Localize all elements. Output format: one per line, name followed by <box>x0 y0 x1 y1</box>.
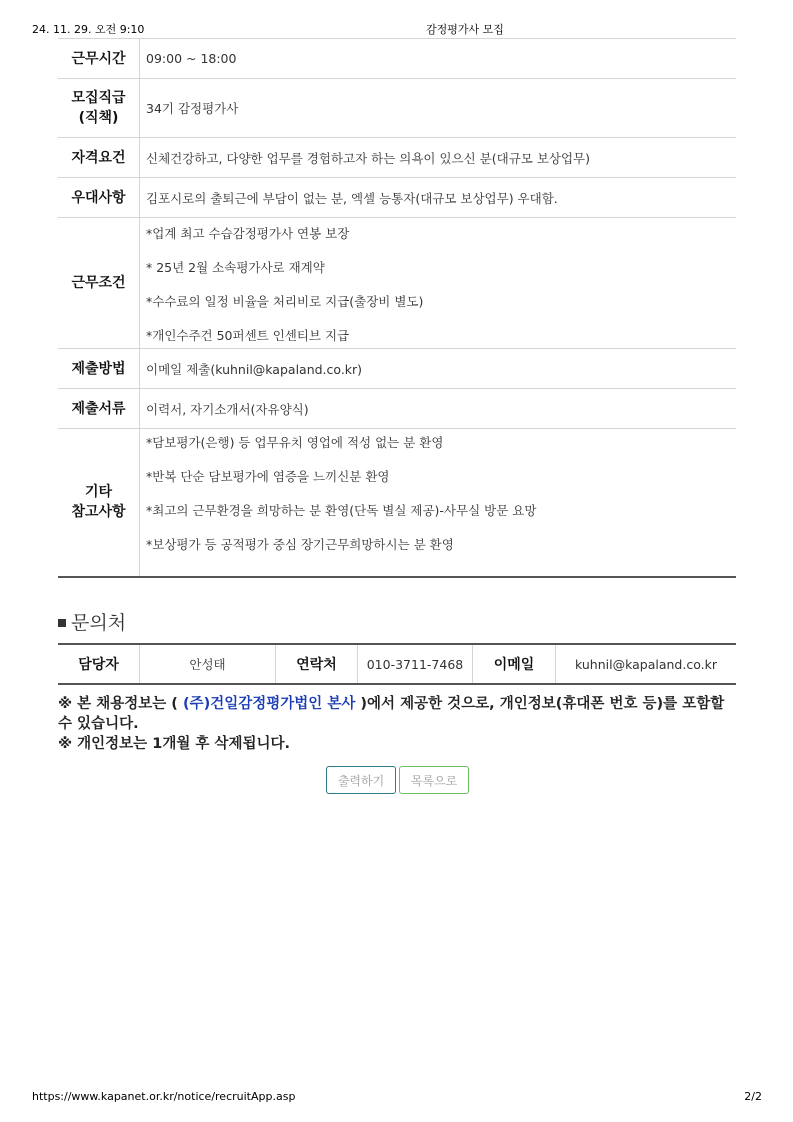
work-condition-line: *업계 최고 수습감정평가사 연봉 보장 <box>146 226 350 241</box>
work-condition-line: * 25년 2월 소속평가사로 재계약 <box>146 260 325 275</box>
value-qualifications: 신체건강하고, 다양한 업무를 경험하고자 하는 의욕이 있으신 분(대규모 보상업무) <box>140 138 737 178</box>
work-condition-line: *개인수주건 50퍼센트 인센티브 지급 <box>146 328 350 343</box>
notice-prefix: ※ 본 채용정보는 ( <box>58 696 183 712</box>
contact-email-value: kuhnil@kapaland.co.kr <box>556 644 737 684</box>
label-work-conditions: 근무조건 <box>58 218 140 349</box>
other-note-line: *보상평가 등 공적평가 중심 장기근무희망하시는 분 환영 <box>146 537 454 552</box>
label-position-line2: (직책) <box>78 110 119 126</box>
label-other-notes-line1: 기타 <box>84 484 113 501</box>
print-button[interactable]: 출력하기 <box>326 766 396 794</box>
label-other-notes-line2: 참고사항 <box>71 504 126 521</box>
back-to-list-button[interactable]: 목록으로 <box>399 766 469 794</box>
row-qualifications <box>58 138 736 178</box>
label-qualifications: 자격요건 <box>58 138 140 178</box>
label-work-hours: 근무시간 <box>58 39 140 79</box>
label-submission-method: 제출방법 <box>58 349 140 389</box>
row-work-hours <box>58 39 736 79</box>
label-preferences: 우대사항 <box>58 178 140 218</box>
contact-table <box>58 643 736 685</box>
value-documents: 이력서, 자기소개서(자유양식) <box>140 389 737 429</box>
contact-heading-text: 문의처 <box>71 612 127 634</box>
value-work-conditions <box>140 218 737 349</box>
other-note-line: *반복 단순 담보평가에 염증을 느끼신분 환영 <box>146 469 390 484</box>
row-work-conditions <box>58 218 736 349</box>
row-documents <box>58 389 736 429</box>
label-documents: 제출서류 <box>58 389 140 429</box>
value-other-notes <box>140 429 737 577</box>
square-bullet-icon <box>58 619 66 627</box>
print-date: 24. 11. 29. 오전 9:10 <box>32 23 145 36</box>
privacy-notice <box>58 694 738 754</box>
row-preferences <box>58 178 736 218</box>
print-page-title: 감정평가사 모집 <box>426 23 504 36</box>
footer-url: https://www.kapanet.or.kr/notice/recruitApp.asp <box>32 1090 296 1103</box>
recruit-detail-table <box>58 38 736 578</box>
notice-suffix: )에서 제공한 것으로, 개인정보(휴대폰 번호 등)를 포함할 수 있습니다. <box>58 696 725 732</box>
contact-heading <box>58 608 126 635</box>
row-submission-method <box>58 349 736 389</box>
contact-row <box>58 644 736 684</box>
other-note-line: *최고의 근무환경을 희망하는 분 환영(단독 별실 제공)-사무실 방문 요망 <box>146 503 537 518</box>
contact-phone-value: 010-3711-7468 <box>358 644 473 684</box>
company-name-highlight: (주)건일감정평가법인 본사 <box>182 696 356 712</box>
other-note-line: *담보평가(은행) 등 업무유치 영업에 적성 없는 분 환영 <box>146 435 444 450</box>
work-condition-line: *수수료의 일정 비율을 처리비로 지급(출장비 별도) <box>146 294 424 309</box>
privacy-notice-line2: ※ 개인정보는 1개월 후 삭제됩니다. <box>58 736 290 752</box>
footer-page-number: 2/2 <box>744 1090 762 1103</box>
value-submission-method: 이메일 제출(kuhnil@kapaland.co.kr) <box>140 349 737 389</box>
value-work-hours: 09:00 ~ 18:00 <box>140 39 737 79</box>
row-other-notes <box>58 429 736 577</box>
label-other-notes <box>58 429 140 577</box>
contact-manager-label: 담당자 <box>58 644 140 684</box>
value-position: 34기 감정평가사 <box>140 79 737 138</box>
label-position-line1: 모집직급 <box>71 90 126 106</box>
contact-phone-label: 연락처 <box>276 644 358 684</box>
contact-email-label: 이메일 <box>473 644 556 684</box>
contact-manager-value: 안성태 <box>140 644 276 684</box>
row-position <box>58 79 736 138</box>
value-preferences: 김포시로의 출퇴근에 부담이 없는 분, 엑셀 능통자(대규모 보상업무) 우대함. <box>140 178 737 218</box>
label-position <box>58 79 140 138</box>
privacy-notice-line1 <box>58 694 738 734</box>
